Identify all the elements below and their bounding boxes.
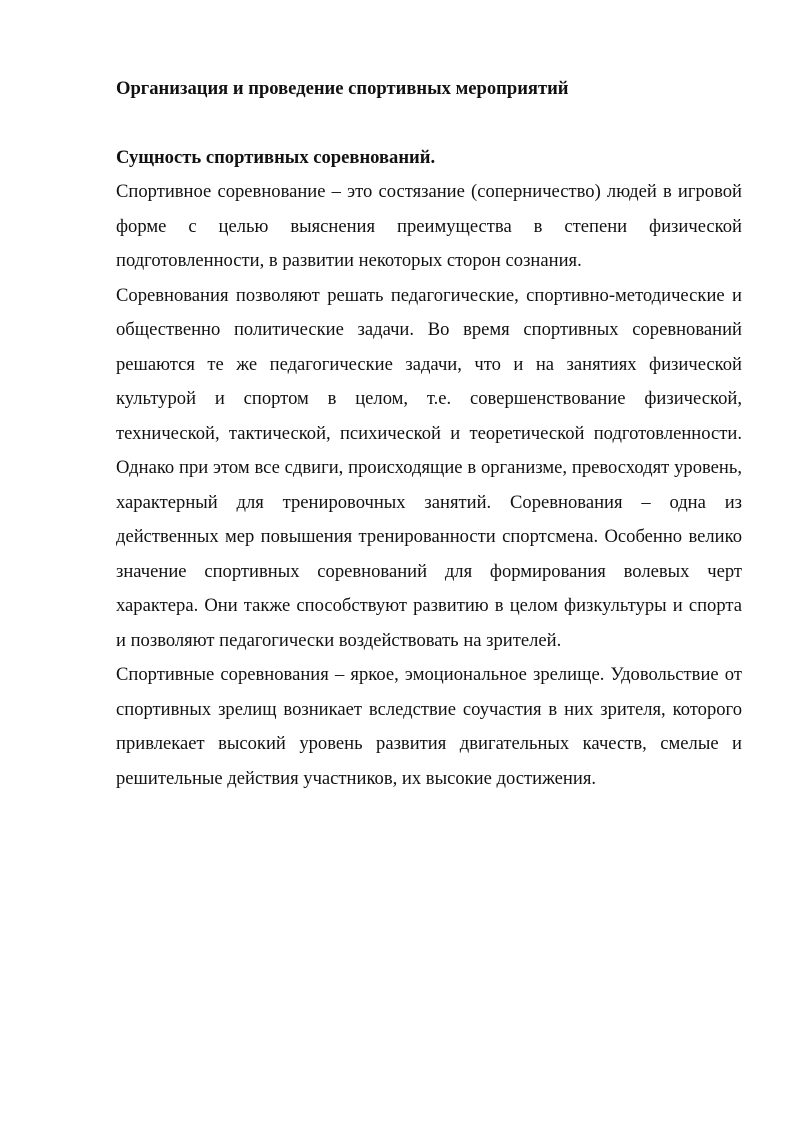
document-title: Организация и проведение спортивных мероприятий (116, 78, 569, 99)
paragraph-spectacle: Спортивные соревнования – яркое, эмоциональное зрелище. Удовольствие от спортивных зрелищ возникает вследствие соучастия в них зрителя, которого привлекает высокий уровень развития двигательных качеств, смелые и решительные действия участников, их высокие достижения. (116, 664, 742, 789)
section-heading: Сущность спортивных соревнований. (116, 146, 436, 168)
paragraph-tasks: Соревнования позволяют решать педагогические, спортивно-методические и общественно политические задачи. Во время спортивных соревнований решаются те же педагогические задачи, что и на занятиях физической культурой и спортом в целом, т.е. совершенствование физической, технической, тактической, психической и теоретической подготовленности. Однако при этом все сдвиги, происходящие в организме, превосходят уровень, характерный для тренировочных занятий. Соревнования – одна из действенных мер повышения тренированности спортсмена. Особенно велико значение спортивных соревнований для формирования волевых черт характера. Они также способствуют развитию в целом физкультуры и спорта и позволяют педагогически воздействовать на зрителей. (116, 284, 742, 651)
document-page (116, 72, 742, 796)
paragraph-definition: Спортивное соревнование – это состязание (соперничество) людей в игровой форме с целью выяснения преимущества в степени физической подготовленности, в развитии некоторых сторон сознания. (116, 181, 742, 271)
